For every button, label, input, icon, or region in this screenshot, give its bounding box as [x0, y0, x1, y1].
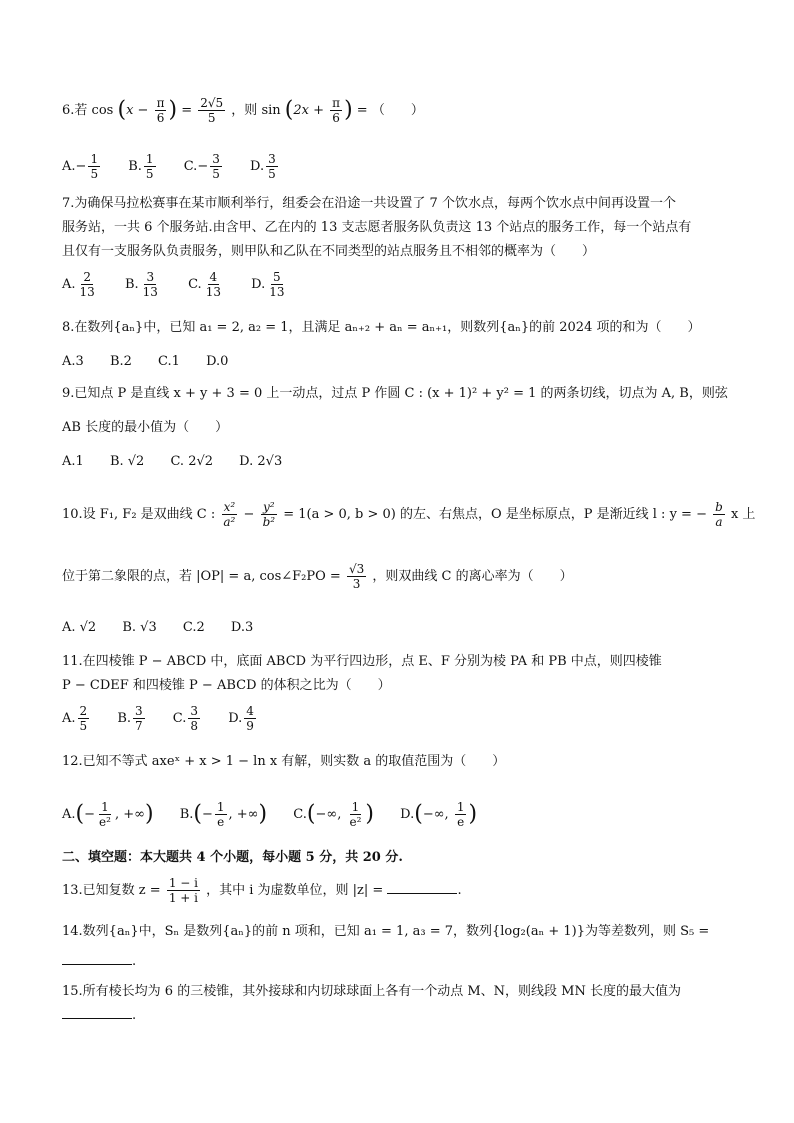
q11-line1: 11.在四棱锥 P − ABCD 中，底面 ABCD 为平行四边形，点 E、F 分别为棱 PA 和 PB 中点，则四棱锥 [62, 654, 662, 669]
q9-option-a[interactable]: A.1 [62, 454, 84, 469]
q14-answer-blank[interactable] [62, 952, 132, 965]
q7-line1: 7.为确保马拉松赛事在某市顺利举行，组委会在沿途一共设置了 7 个饮水点，每两个饮水点中间再设置一个 [62, 196, 676, 211]
q9-line1: 9.已知点 P 是直线 x + y + 3 = 0 上一动点，过点 P 作圆 C : (x + 1)² + y² = 1 的两条切线，切点为 A, B，则弦 [62, 386, 728, 401]
q12-stem: 12.已知不等式 axeˣ + x > 1 − ln x 有解，则实数 a 的取值范围为（ ） [62, 754, 506, 769]
q8-option-d[interactable]: D.0 [206, 354, 229, 369]
q13-answer-blank[interactable] [387, 881, 457, 894]
q10-option-a[interactable]: A. √2 [62, 620, 97, 635]
q11-option-a[interactable]: A. $\frac{2}{5}$ [62, 704, 88, 733]
q8-options [62, 352, 250, 373]
q10-option-b[interactable]: B. √3 [122, 620, 157, 635]
q9-options [62, 452, 304, 473]
q6-stem: 6.若 cos (x − $\frac{\pi}{6}$ ) = $\frac{2√5}{5}$ ，则 sin (2x + $\frac{\pi}{6}$ ) = （ ） [62, 96, 424, 125]
q7-option-b[interactable]: B. $\frac{3}{13}$ [124, 270, 158, 299]
section-heading-fill-in: 二、填空题：本大题共 4 个小题，每小题 5 分，共 20 分. [62, 850, 403, 865]
q12-options [62, 800, 499, 829]
q13-stem: 13.已知复数 z = $\frac{1 - i}{1 + i}$ ，其中 i 为虚数单位，则 |z| = . [62, 876, 462, 905]
q7-options [62, 270, 310, 299]
q6-option-a[interactable]: A.− $\frac{1}{5}$ [62, 152, 99, 181]
q8-option-b[interactable]: B.2 [109, 354, 132, 369]
q6-options [62, 152, 302, 181]
q11-option-c[interactable]: C. $\frac{3}{8}$ [172, 704, 199, 733]
q6-option-c[interactable]: C.− $\frac{3}{5}$ [183, 152, 220, 181]
q6-option-b[interactable]: B. $\frac{1}{5}$ [128, 152, 154, 181]
q8-stem: 8.在数列{aₙ}中，已知 a₁ = 2, a₂ = 1，且满足 aₙ₊₂ + aₙ = aₙ₊₁，则数列{aₙ}的前 2024 项的和为（ ） [62, 320, 701, 335]
q9-option-c[interactable]: C. 2√2 [170, 454, 214, 469]
q10-options [62, 618, 275, 639]
q9-option-d[interactable]: D. 2√3 [239, 454, 283, 469]
q8-option-a[interactable]: A.3 [62, 354, 84, 369]
q15-line2: . [62, 1006, 136, 1026]
q12-option-a[interactable]: A.(− $\frac{1}{\text{e²}}$ , +∞) [62, 800, 154, 829]
q7-line2: 服务站，一共 6 个服务站.由含甲、乙在内的 13 支志愿者服务队负责这 13 个站点的服务工作，每一个站点有 [62, 220, 692, 235]
q8-option-c[interactable]: C.1 [158, 354, 180, 369]
q11-option-d[interactable]: D. $\frac{4}{9}$ [228, 704, 254, 733]
q12-option-b[interactable]: B.(− $\frac{1}{e}$ , +∞) [179, 800, 268, 829]
q7-option-a[interactable]: A. $\frac{2}{13}$ [62, 270, 95, 299]
q10-line2: 位于第二象限的点，若 |OP| = a, cos∠F₂PO = $\frac{√3}{3}$ ，则双曲线 C 的离心率为（ ） [62, 562, 573, 591]
q6-option-d[interactable]: D. $\frac{3}{5}$ [250, 152, 276, 181]
q10-option-d[interactable]: D.3 [230, 620, 254, 635]
q15-answer-blank[interactable] [62, 1006, 132, 1019]
q14-line1: 14.数列{aₙ}中，Sₙ 是数列{aₙ}的前 n 项和，已知 a₁ = 1, a₃ = 7，数列{log₂(aₙ + 1)}为等差数列，则 S₅ = [62, 924, 710, 939]
q12-option-c[interactable]: C.(−∞, $\frac{1}{\text{e²}}$ ) [293, 800, 374, 829]
q11-options [62, 704, 280, 733]
q15-line1: 15.所有棱长均为 6 的三棱锥，其外接球和内切球球面上各有一个动点 M、N，则线段 MN 长度的最大值为 [62, 984, 681, 999]
q7-line3: 且仅有一支服务队负责服务，则甲队和乙队在不同类型的站点服务且不相邻的概率为（ ） [62, 244, 596, 259]
q7-option-d[interactable]: D. $\frac{5}{13}$ [251, 270, 285, 299]
q12-option-d[interactable]: D.(−∞, $\frac{1}{e}$ ) [400, 800, 478, 829]
q9-option-b[interactable]: B. √2 [109, 454, 145, 469]
q10-option-c[interactable]: C.2 [182, 620, 205, 635]
q10-line1: 10.设 F₁, F₂ 是双曲线 C : $\frac{\text{x²}}{\text{a²}}$ − $\frac{\text{y²}}{\text{b²}}$ = 1(a > 0, b > 0) 的左、右焦点，O 是坐标原点，P 是渐近线 l : y = − $\frac{b}{a}$ x 上 [62, 500, 756, 529]
q7-option-c[interactable]: C. $\frac{4}{13}$ [188, 270, 221, 299]
q11-line2: P − CDEF 和四棱锥 P − ABCD 的体积之比为（ ） [62, 678, 391, 693]
q14-line2: . [62, 952, 136, 972]
q11-option-b[interactable]: B. $\frac{3}{7}$ [117, 704, 143, 733]
q9-line2: AB 长度的最小值为（ ） [62, 420, 229, 435]
